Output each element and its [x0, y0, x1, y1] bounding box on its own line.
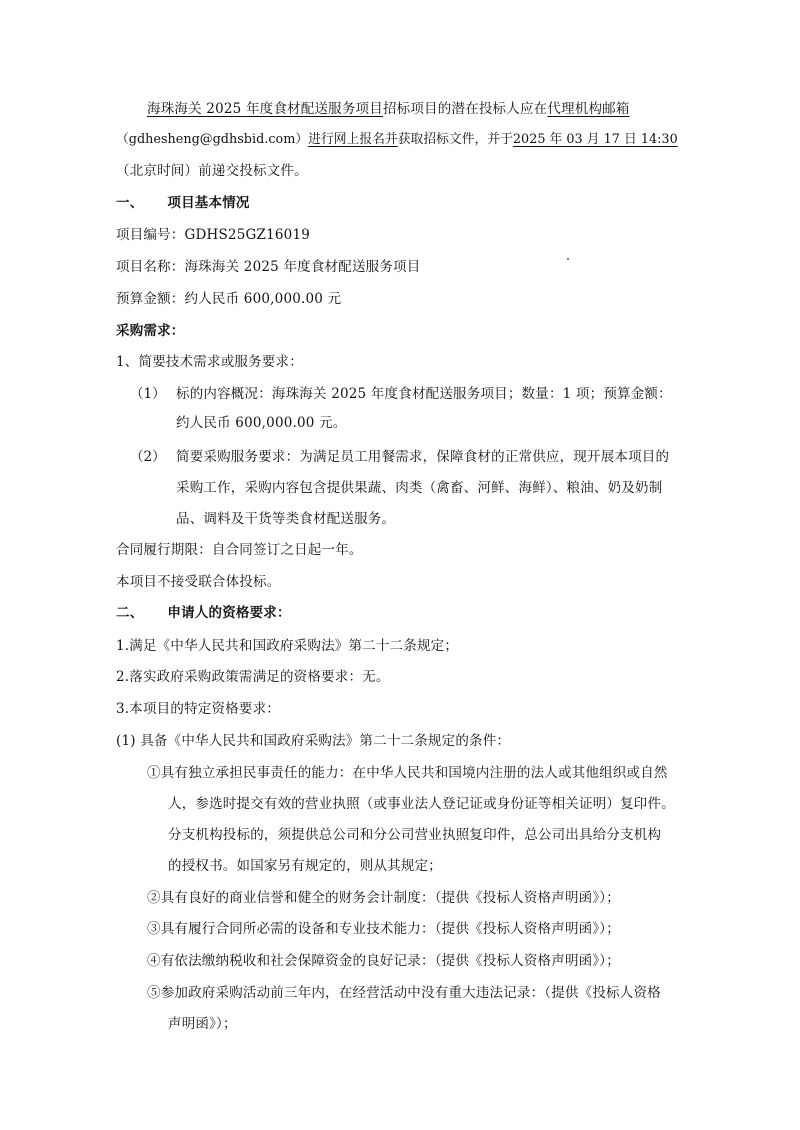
condition-4: ④有依法缴纳税收和社会保障资金的良好记录：（提供《投标人资格声明函》）； [147, 953, 620, 969]
condition-3: ③具有履行合同所必需的设备和专业技术能力：（提供《投标人资格声明函》）； [147, 921, 620, 937]
project-name: 项目名称：海珠海关 2025 年度食材配送服务项目 [116, 259, 421, 275]
condition-5-line-2: 声明函》）； [168, 1016, 237, 1032]
item-2-line-2: 采购工作，采购内容包含提供果蔬、肉类（禽畜、河鲜、海鲜）、粮油、奶及奶制 [176, 480, 663, 496]
condition-5-line-1: ⑤参加政府采购活动前三年内，在经营活动中没有重大违法记录：（提供《投标人资格 [147, 985, 661, 1001]
item-2-number: （2） [130, 449, 166, 465]
agency-email: （gdhesheng@gdhsbid.com） [116, 132, 309, 147]
budget-amount: 预算金额：约人民币 600,000.00 元 [116, 291, 342, 307]
item-2-line-3: 品、调料及干货等类食材配送服务。 [176, 511, 396, 527]
qualification-3-sub-1: (1) 具备《中华人民共和国政府采购法》第二十二条规定的条件： [116, 733, 511, 749]
intro-line-3: （北京时间）前递交投标文件。 [116, 163, 308, 179]
condition-1-line-1: ①具有独立承担民事责任的能力：在中华人民共和国境内注册的法人或其他组织或自然 [147, 765, 668, 781]
condition-1-line-2: 人，参选时提交有效的营业执照（或事业法人登记证或身份证等相关证明）复印件。 [168, 796, 675, 812]
technical-requirements-heading: 1、简要技术需求或服务要求： [116, 354, 303, 370]
deadline-date: 2025 年 03 月 17 日 14:30 [512, 132, 678, 147]
section-1-title: 项目基本情况 [167, 195, 250, 211]
procurement-requirements-heading: 采购需求： [116, 323, 185, 339]
intro-text: 招标项目的潜在投标人应在 [382, 101, 548, 117]
condition-1-line-4: 的授权书。如国家另有规定的，则从其规定； [168, 858, 442, 874]
item-1-number: （1） [130, 386, 166, 402]
section-2-heading [116, 603, 291, 623]
intro-line-1 [147, 99, 630, 119]
intro-line-2 [116, 130, 678, 150]
agency-email-label: 代理机构邮箱 [547, 101, 630, 117]
section-1-heading [116, 193, 250, 213]
section-1-number: 一、 [116, 195, 144, 211]
item-1-line-1: 标的内容概况：海珠海关 2025 年度食材配送服务项目；数量：1 项；预算金额： [176, 386, 672, 402]
item-2-line-1: 简要采购服务要求：为满足员工用餐需求，保障食材的正常供应，现开展本项目的 [176, 449, 670, 465]
project-title-underlined: 海珠海关 2025 年度食材配送服务项目 [147, 101, 383, 117]
section-2-title: 申请人的资格要求： [167, 605, 291, 621]
qualification-2: 2.落实政府采购政策需满足的资格要求：无。 [116, 669, 390, 685]
no-consortium-note: 本项目不接受联合体投标。 [116, 574, 281, 590]
qualification-3: 3.本项目的特定资格要求： [116, 701, 280, 717]
contract-period: 合同履行期限：自合同签订之日起一年。 [116, 542, 363, 558]
intro-text: 获取招标文件，并于 [397, 132, 513, 147]
section-2-number: 二、 [116, 605, 144, 621]
online-registration: 进行网上报名并 [308, 132, 398, 147]
condition-2: ②具有良好的商业信誉和健全的财务会计制度：（提供《投标人资格声明函》）； [147, 890, 620, 906]
qualification-1: 1.满足《中华人民共和国政府采购法》第二十二条规定； [116, 638, 459, 654]
condition-1-line-3: 分支机构投标的，须提供总公司和分公司营业执照复印件，总公司出具给分支机构 [168, 827, 662, 843]
scan-speck [567, 258, 569, 260]
project-number: 项目编号：GDHS25GZ16019 [116, 227, 311, 243]
item-1-line-2: 约人民币 600,000.00 元。 [176, 415, 347, 431]
